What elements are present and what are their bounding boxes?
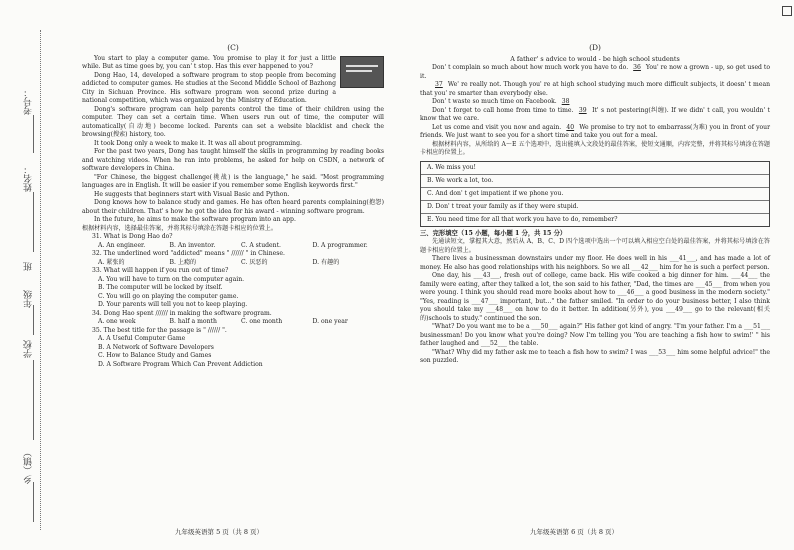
option-c: C. 厌恶的 <box>241 258 268 266</box>
township-label: 乡（镇） <box>24 448 34 484</box>
option-b: B. half a month <box>169 318 217 325</box>
option-d: D. one year <box>312 318 348 325</box>
option-c: C. How to Balance Study and Games <box>98 352 212 359</box>
cloze-paragraph: "What? Do you want me to be a ___50___ again?" His father got kind of angry. "I'm your father. I'm a ___51___ businessman! Do you know what you're doing? Now I'm telling you 'You are teaching a fish how to swim!' " his father laughed and ___52___ the table. <box>420 323 770 347</box>
passage-c-paragraph: Dong Hao, 14, developed a software program to stop people from becoming addicted to computer games. He studies at the Second Middle School of Bazhong City in Sichuan Province. His software program won second prize during a national competition, which was organized by the Ministry of Education. <box>82 71 336 104</box>
seal-line <box>40 30 41 530</box>
passage-c-paragraph: Dong knows how to balance study and games. He has often heard parents complaining(抱怨) about their children. That' s how he got the idea for his award - winning software program. <box>82 199 384 215</box>
name-line <box>33 192 34 252</box>
cloze-paragraph: "What? Why did my father ask me to teach a fish how to swim? I was ___53___ him some helpful advice!" the son puzzled. <box>420 348 770 364</box>
option-c: C. You will go on playing the computer game. <box>98 292 239 300</box>
question-stem: 33. What will happen if you run out of time? <box>92 267 229 274</box>
option-a: A. 紧张的 <box>98 258 125 266</box>
passage-c-paragraph: "For Chinese, the biggest challenge(挑战) is the language," he said. "Most programming languages are in English. It will be easier if you remember some English keywords first." <box>82 173 384 189</box>
passage-c-paragraph: For the past two years, Dong has taught himself the skills in programming by reading books and watching videos. When he ran into problems, he asked for help on CSDN, a network of software developers in China. <box>82 148 384 172</box>
option-d: D. 有趣的 <box>312 258 340 266</box>
cloze-paragraph: There lives a businessman downstairs under my floor. He does well in his ___41___, and has made a lot of money. He also has good relationships with his neighbors. So we all ___42___ him for he is such a perfect person. <box>420 255 770 271</box>
question-stem: 34. Dong Hao spent ////// in making the software program. <box>92 309 272 317</box>
question-35 <box>82 327 384 370</box>
passage-c-paragraph: Dong's software program can help parents control the time of their children using the computer. They can set a certain time. When users run out of time, the computer will automatically(自动地) become locked. Parents can set a website blacklist and check the browsing(搜索) history, too. <box>82 105 384 138</box>
passage-c-instruction: 根据材料内容，选择最佳答案，并将其标号填涂在答题卡相应的位置上。 <box>82 224 277 232</box>
section-3-title: 三、完形填空（15 小题，每小题 1 分，共 15 分） <box>420 229 567 237</box>
options-box <box>420 161 770 227</box>
section-c-label: (C) <box>227 43 239 52</box>
option-c: C. A student. <box>241 241 281 249</box>
option-d: D. A programmer. <box>312 241 368 249</box>
option-b: B. A Network of Software Developers <box>98 343 214 351</box>
answer-blank: 36 <box>633 64 641 71</box>
option-b: B. 上瘾的 <box>169 258 197 266</box>
question-stem: 32. The underlined word "addicted" means " ////// " in Chinese. <box>92 250 285 257</box>
passage-c-paragraph: You start to play a computer game. You promise to play it for just a little while. But as time goes by, you can' t stop. Has this ever happened to you? <box>82 54 336 70</box>
binding-margin <box>0 0 52 550</box>
exam-no-label: 考号： <box>24 88 34 115</box>
page-edge-marks <box>780 0 794 550</box>
question-31 <box>82 233 384 250</box>
option-a: A. A Useful Computer Game <box>98 335 186 342</box>
question-stem: 35. The best title for the passage is " ////// ". <box>92 326 227 334</box>
option-a: A. We miss you! <box>427 163 476 171</box>
answer-blank: 37 <box>435 81 443 88</box>
passage-c-paragraph: He suggests that beginners start with Visual Basic and Python. <box>94 190 290 198</box>
option-b: B. The computer will be locked by itself. <box>98 284 223 291</box>
cloze-paragraph: One day, his ___43___, fresh out of college, came back. His wife cooked a big dinner for him. ___44___ the family were eating, after they talked a lot, the son said to his father, "Dad, the times are ___45___ from when you were young. I think you should read more books about how to ___46___ a good business in the modern society." "Yes, reading is ___47___ important, but..." the father smiled. "In order to do your business better, I also think you should take my ___48___ on how to do it better. In addition(另外), you ___49___ go to the relevant(相关的)schools to study." continued the son. <box>420 272 770 322</box>
grade-label: 年级 <box>24 290 34 308</box>
corner-mark <box>782 6 792 16</box>
page-6-column <box>420 44 770 366</box>
advice-line: Don' t waste so much time on Facebook. 38 <box>420 98 770 107</box>
option-e: E. You need time for all that work you have to do, remember? <box>421 213 769 226</box>
grade-line <box>33 305 34 335</box>
school-line <box>33 360 34 440</box>
answer-blank: 39 <box>578 106 587 114</box>
passage-d-instruction: 根据材料内容，从所给的 A～E 五个选项中，选出能填入文段处的最佳答案，使短文通顺，内容完整，并将其标号填涂在答题卡相应的位置上。 <box>420 140 770 156</box>
answer-blank: 38 <box>561 98 570 105</box>
school-label: 学校 <box>24 340 34 358</box>
question-32 <box>82 250 384 267</box>
question-stem: 31. What is Dong Hao do? <box>92 233 173 240</box>
option-b: B. An inventor. <box>169 241 216 249</box>
option-c: C. one month <box>241 318 283 325</box>
page-5-column <box>82 44 384 369</box>
township-line <box>33 482 34 522</box>
passage-c-paragraph: It took Dong only a week to make it. It was all about programming. <box>94 139 302 147</box>
exam-no-line <box>33 115 34 153</box>
advice-line: Don' t complain so much about how much work you have to do. 36 You' re now a grown - up, so get used to it. <box>420 64 771 80</box>
advice-line: Don' t forget to call home from time to time. 39 It' s not pestering(纠缠). If we didn' t call, you wouldn' t know that we care. <box>420 106 770 122</box>
answer-blank: 40 <box>566 123 575 131</box>
question-33 <box>82 267 384 310</box>
passage-c-paragraph: In the future, he aims to make the software program into an app. <box>94 216 296 223</box>
question-34 <box>82 310 384 327</box>
option-d: D. Don' t treat your family as if they were stupid. <box>421 200 769 213</box>
page-5-footer: 九年级英语第 5 页（共 8 页） <box>175 528 264 536</box>
option-d: D. Your parents will tell you not to keep playing. <box>98 301 248 308</box>
class-label: 班 <box>24 262 34 271</box>
option-c: C. And don' t get impatient if we phone you. <box>421 187 769 200</box>
passage-d-title: A father' s advice to would - be high school students <box>510 54 680 63</box>
option-a: A. one week <box>98 318 136 325</box>
page-6-footer: 九年级英语第 6 页（共 8 页） <box>530 528 619 536</box>
option-a: A. An engineer. <box>98 241 146 249</box>
name-label: 姓名： <box>24 165 34 192</box>
news-photo <box>340 56 384 88</box>
advice-line: 37 We' re really not. Though you' re at high school studying much more difficult subjects, it doesn' t mean that you' re smarter than everybody else. <box>420 81 771 97</box>
option-d: D. A Software Program Which Can Prevent Addiction <box>98 360 263 368</box>
section-d-label: (D) <box>589 43 601 52</box>
option-b: B. We work a lot, too. <box>421 174 769 187</box>
section-3-instruction: 先通读短文，掌握其大意，然后从 A、B、C、D 四个选项中选出一个可以填入相应空白处的最佳答案，并将其标号填涂在答题卡相应的位置上。 <box>420 238 770 254</box>
advice-line: Let us come and visit you now and again. 40 We promise to try not to embarrass(为难) you in front of your friends. We just want to see you for a short time and take you out for a meal. <box>420 123 771 139</box>
option-a: A. You will have to turn on the computer again. <box>98 275 245 283</box>
